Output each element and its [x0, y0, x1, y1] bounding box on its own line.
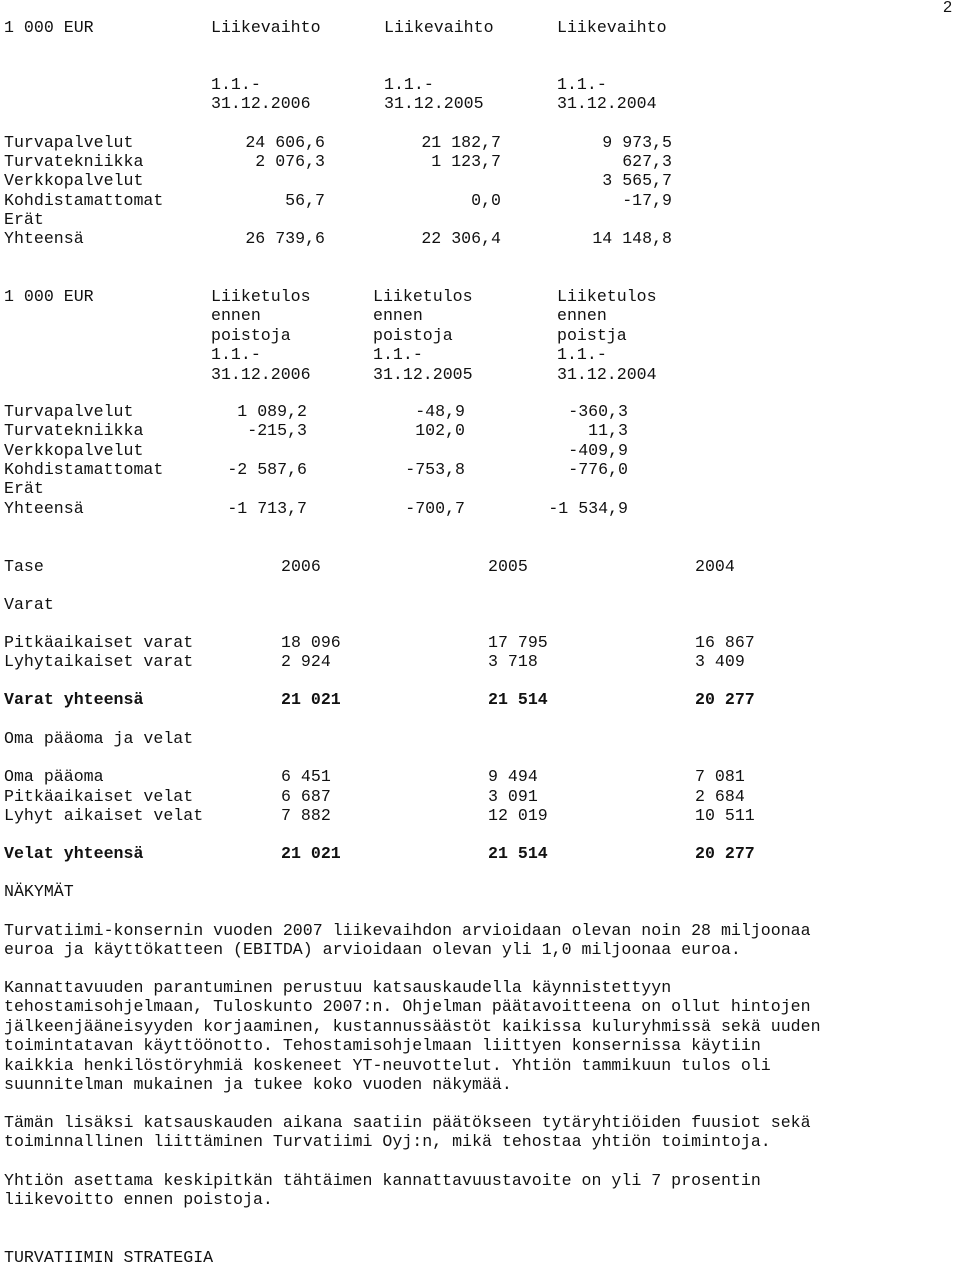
row-label: Oma pääoma	[4, 767, 104, 786]
revenue-header-2004: Liikevaihto	[557, 18, 667, 37]
profit-header-2004: Liiketulos ennen poistja 1.1.- 31.12.2004	[557, 287, 657, 384]
value-cell: -215,3	[247, 421, 307, 440]
value-cell: 102,0	[415, 421, 465, 440]
value-cell: 20 277	[695, 844, 755, 863]
revenue-unit-label: 1 000 EUR	[4, 18, 94, 37]
value-cell: 56,7	[285, 191, 325, 210]
row-label: Verkkopalvelut	[4, 441, 144, 460]
value-cell: 3 718	[488, 652, 538, 671]
value-cell: -48,9	[415, 402, 465, 421]
row-label: Lyhyt aikaiset velat	[4, 806, 204, 825]
value-cell: 26 739,6	[245, 229, 325, 248]
value-cell: 3 409	[695, 652, 745, 671]
value-cell: 2 924	[281, 652, 331, 671]
year-header: 2006	[281, 557, 321, 576]
row-label: Turvapalvelut	[4, 133, 134, 152]
value-cell: 2 076,3	[255, 152, 325, 171]
revenue-header-2006: Liikevaihto	[211, 18, 321, 37]
value-cell: -409,9	[568, 441, 628, 460]
value-cell: 16 867	[695, 633, 755, 652]
value-cell: 21 182,7	[421, 133, 501, 152]
value-cell: 6 451	[281, 767, 331, 786]
row-label: Turvatekniikka	[4, 152, 144, 171]
value-cell: 18 096	[281, 633, 341, 652]
value-cell: 9 973,5	[602, 133, 672, 152]
value-cell: 14 148,8	[592, 229, 672, 248]
row-label: Velat yhteensä	[4, 844, 144, 863]
value-cell: 6 687	[281, 787, 331, 806]
value-cell: 3 565,7	[602, 171, 672, 190]
revenue-period-2004: 1.1.- 31.12.2004	[557, 75, 657, 114]
year-header: 2004	[695, 557, 735, 576]
profit-header-2005: Liiketulos ennen poistoja 1.1.- 31.12.2005	[373, 287, 473, 384]
value-cell: -2 587,6	[227, 460, 307, 479]
row-label: Kohdistamattomat Erät	[4, 191, 164, 230]
page-number: 2	[943, 0, 952, 16]
value-cell: 1 089,2	[237, 402, 307, 421]
value-cell: 11,3	[588, 421, 628, 440]
balance-title: Tase	[4, 557, 44, 576]
value-cell: 20 277	[695, 690, 755, 709]
value-cell: 21 514	[488, 844, 548, 863]
value-cell: 627,3	[622, 152, 672, 171]
value-cell: 21 021	[281, 690, 341, 709]
row-label: Yhteensä	[4, 499, 84, 518]
value-cell: 2 684	[695, 787, 745, 806]
outlook-paragraph: Kannattavuuden parantuminen perustuu katsauskaudella käynnistettyyn tehostamisohjelmaan, Tuloskunto 2007:n. Ohjelman päätavoitteena on ollut hintojen jälkeenjääneisyyden korjaaminen, kustannussäästöt kaikissa kuluryhmissä sekä uuden toimintatavan käyttöönotto. Tehostamisohjelmaan liittyen konsernissa käytiin kaikkia henkilöstöryhmiä koskeneet YT-neuvottelut. Yhtiön tammikuun tulos oli suunnitelman mukainen ja tukee koko vuoden näkymää.	[4, 978, 821, 1095]
profit-unit-label: 1 000 EUR	[4, 287, 94, 306]
row-label: Yhteensä	[4, 229, 84, 248]
value-cell: -1 534,9	[548, 499, 628, 518]
value-cell: 22 306,4	[421, 229, 501, 248]
assets-heading: Varat	[4, 595, 54, 614]
row-label: Turvatekniikka	[4, 421, 144, 440]
value-cell: 7 081	[695, 767, 745, 786]
value-cell: -360,3	[568, 402, 628, 421]
revenue-period-2006: 1.1.- 31.12.2006	[211, 75, 311, 114]
row-label: Lyhytaikaiset varat	[4, 652, 194, 671]
value-cell: 7 882	[281, 806, 331, 825]
revenue-period-2005: 1.1.- 31.12.2005	[384, 75, 484, 114]
row-label: Pitkäaikaiset velat	[4, 787, 194, 806]
row-label: Varat yhteensä	[4, 690, 144, 709]
value-cell: 9 494	[488, 767, 538, 786]
outlook-heading: NÄKYMÄT	[4, 882, 74, 901]
row-label: Pitkäaikaiset varat	[4, 633, 194, 652]
value-cell: -17,9	[622, 191, 672, 210]
value-cell: 21 514	[488, 690, 548, 709]
liabilities-heading: Oma pääoma ja velat	[4, 729, 194, 748]
value-cell: 3 091	[488, 787, 538, 806]
value-cell: -776,0	[568, 460, 628, 479]
value-cell: 1 123,7	[431, 152, 501, 171]
year-header: 2005	[488, 557, 528, 576]
value-cell: -753,8	[405, 460, 465, 479]
strategy-heading: TURVATIIMIN STRATEGIA	[4, 1248, 214, 1267]
outlook-paragraph: Yhtiön asettama keskipitkän tähtäimen kannattavuustavoite on yli 7 prosentin liikevoitto ennen poistoja.	[4, 1171, 761, 1210]
value-cell: 12 019	[488, 806, 548, 825]
outlook-paragraph: Tämän lisäksi katsauskauden aikana saatiin päätökseen tytäryhtiöiden fuusiot sekä toiminnallinen liittäminen Turvatiimi Oyj:n, mikä tehostaa yhtiön toimintoja.	[4, 1113, 811, 1152]
value-cell: -1 713,7	[227, 499, 307, 518]
value-cell: 0,0	[471, 191, 501, 210]
value-cell: -700,7	[405, 499, 465, 518]
value-cell: 17 795	[488, 633, 548, 652]
profit-header-2006: Liiketulos ennen poistoja 1.1.- 31.12.2006	[211, 287, 311, 384]
value-cell: 24 606,6	[245, 133, 325, 152]
outlook-paragraph: Turvatiimi-konsernin vuoden 2007 liikevaihdon arvioidaan olevan noin 28 miljoonaa euroa ja käyttökatteen (EBITDA) arvioidaan olevan yli 1,0 miljoonaa euroa.	[4, 921, 811, 960]
row-label: Turvapalvelut	[4, 402, 134, 421]
value-cell: 10 511	[695, 806, 755, 825]
row-label: Verkkopalvelut	[4, 171, 144, 190]
revenue-header-2005: Liikevaihto	[384, 18, 494, 37]
value-cell: 21 021	[281, 844, 341, 863]
row-label: Kohdistamattomat Erät	[4, 460, 164, 499]
